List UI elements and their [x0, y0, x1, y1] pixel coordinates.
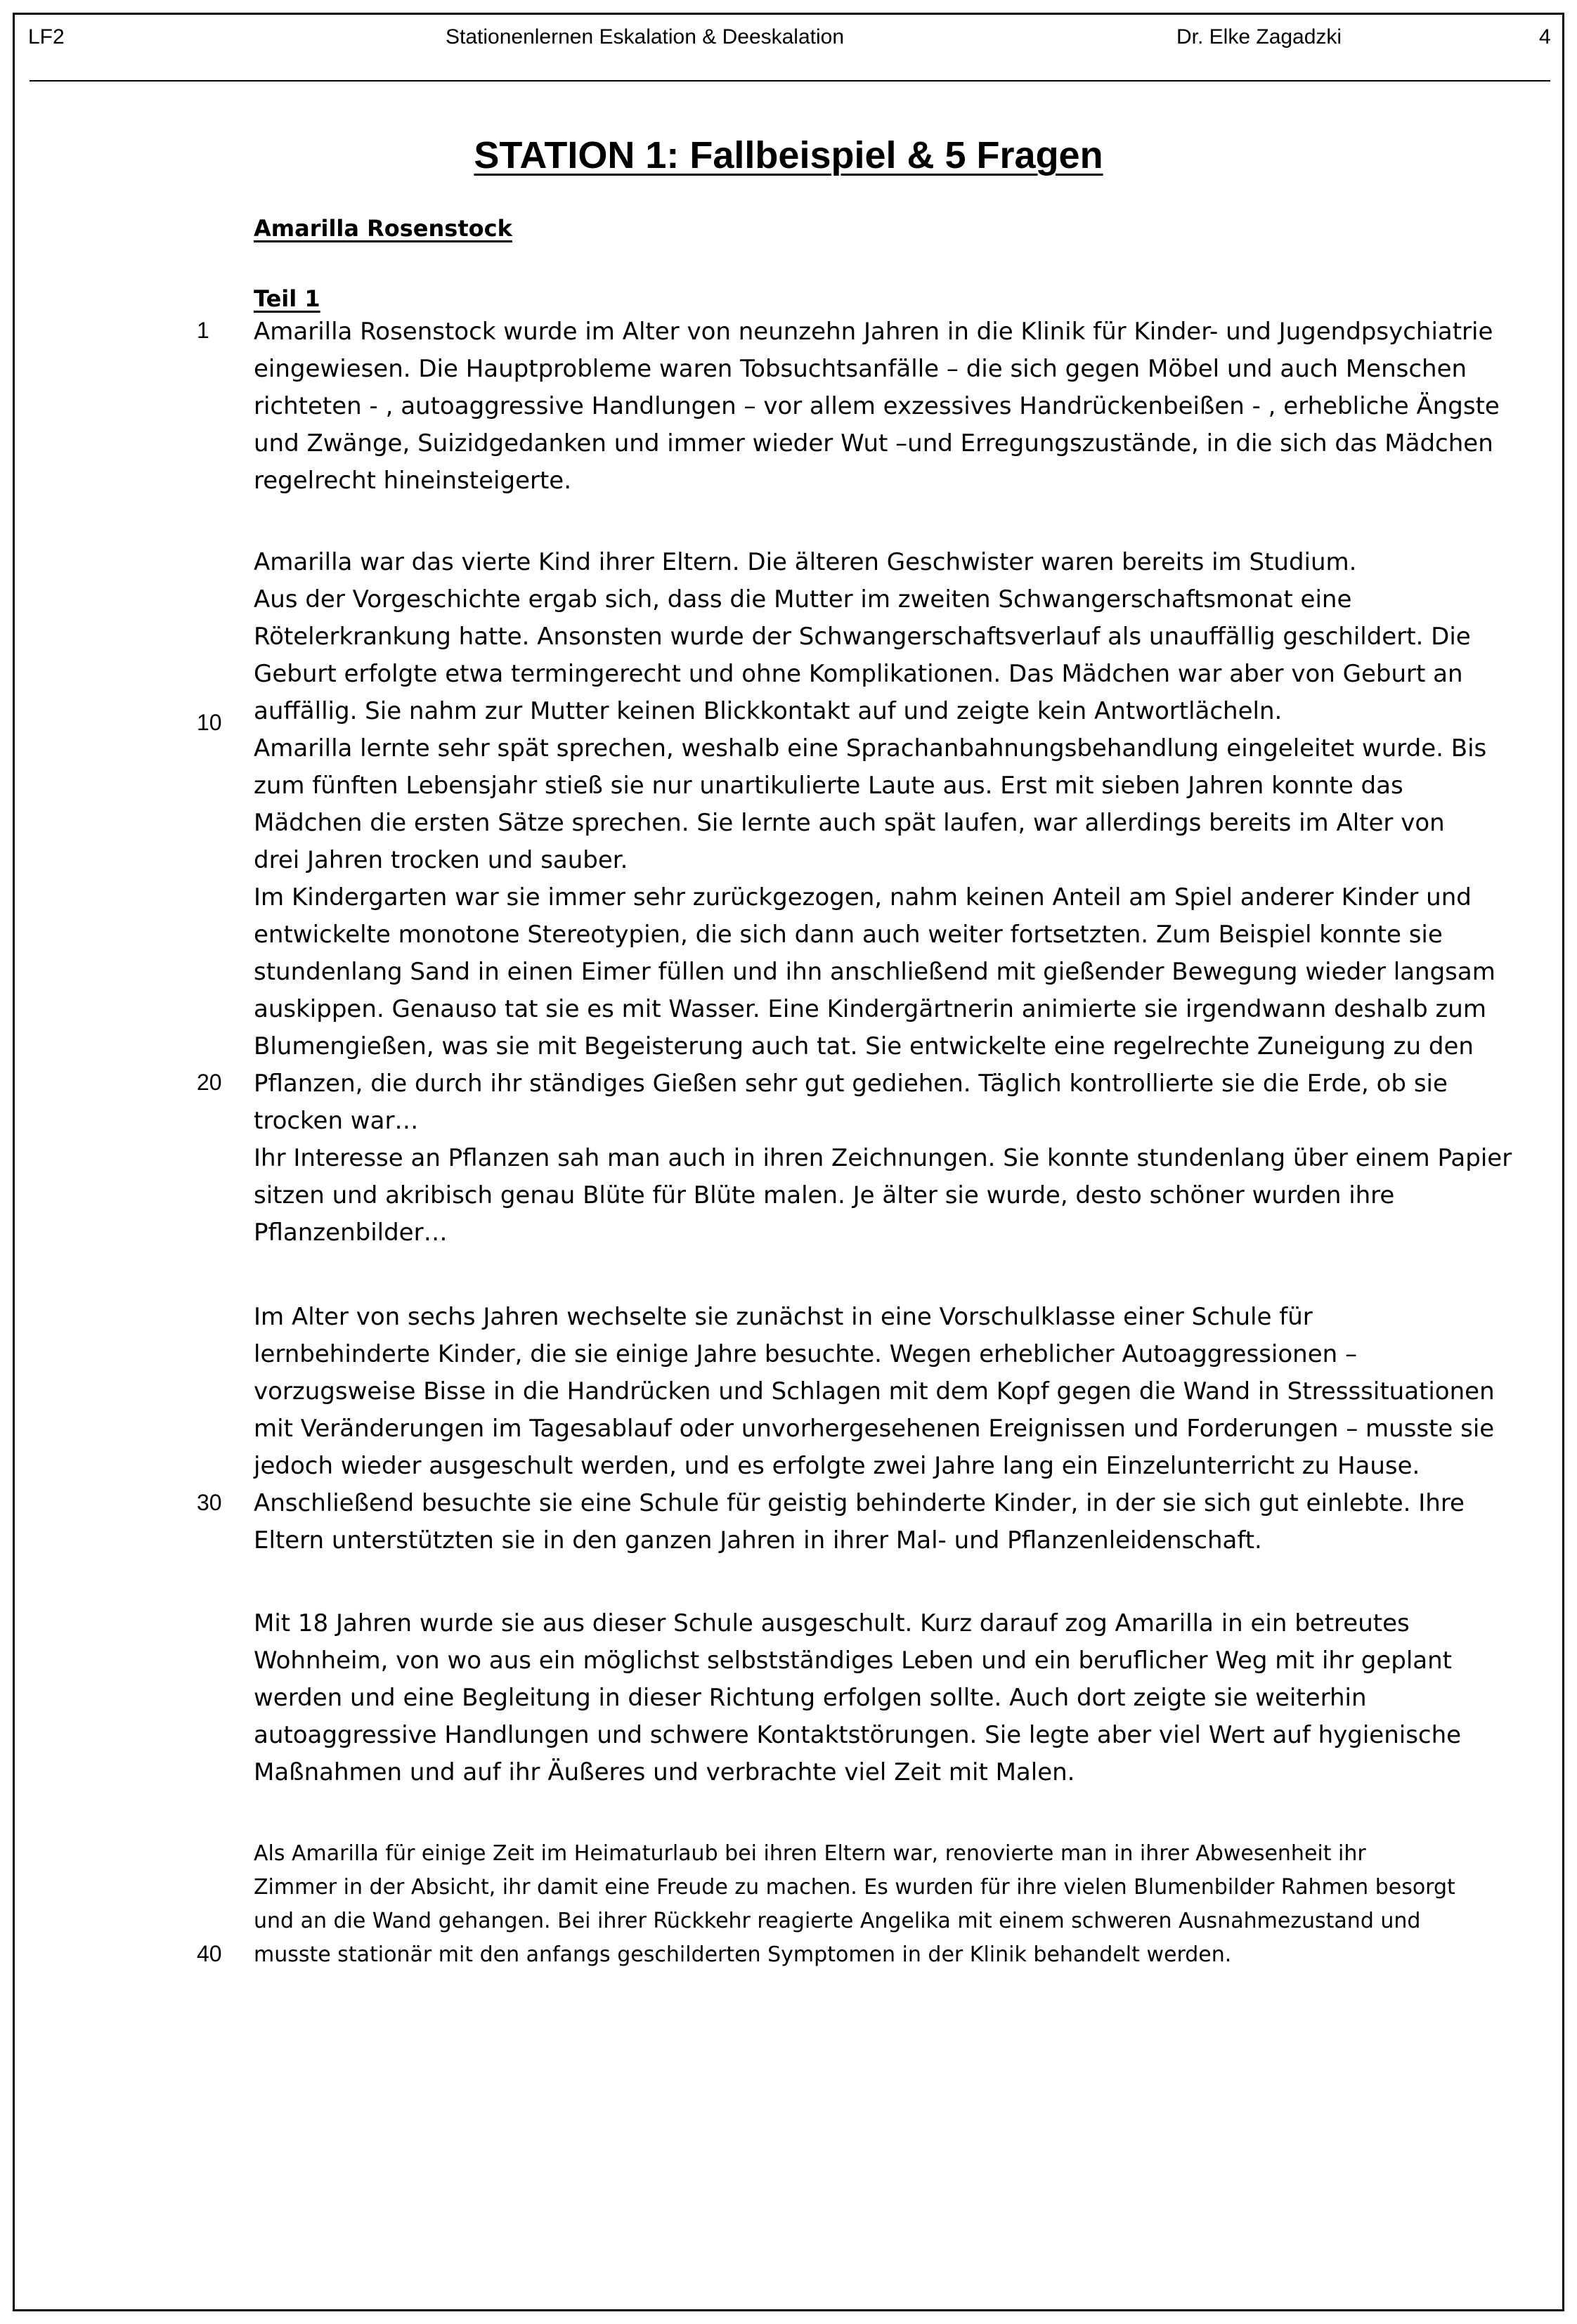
text-line: Geburt erfolgte etwa termingerecht und ohne Komplikationen. Das Mädchen war aber von Geburt an: [254, 660, 1463, 688]
line-number: 40: [197, 1941, 222, 1966]
line-number: 1: [197, 318, 209, 343]
text-line: Amarilla lernte sehr spät sprechen, weshalb eine Sprachanbahnungsbehandlung eingeleitet wurde. Bis: [254, 734, 1487, 762]
header-document-title: Stationenlernen Eskalation & Deeskalation: [446, 25, 845, 48]
header-divider: [30, 80, 1550, 82]
text-line: auskippen. Genauso tat sie es mit Wasser. Eine Kindergärtnerin animierte sie irgendwann deshalb zum: [254, 995, 1486, 1023]
header-course-code: LF2: [28, 25, 65, 48]
text-line: Als Amarilla für einige Zeit im Heimaturlaub bei ihren Eltern war, renovierte man in ihrer Abwesenheit ihr: [254, 1841, 1366, 1866]
text-line: trocken war…: [254, 1107, 419, 1135]
line-number: 30: [197, 1490, 222, 1515]
text-line: jedoch wieder ausgeschult werden, und es erfolgte zwei Jahre lang ein Einzelunterricht zu Hause.: [254, 1452, 1420, 1480]
text-line: Im Alter von sechs Jahren wechselte sie zunächst in eine Vorschulklasse einer Schule für: [254, 1303, 1313, 1331]
text-line: sitzen und akribisch genau Blüte für Blüte malen. Je älter sie wurde, desto schöner wurden ihre: [254, 1181, 1395, 1209]
text-line: Amarilla war das vierte Kind ihrer Eltern. Die älteren Geschwister waren bereits im Studium.: [254, 548, 1357, 576]
text-line: eingewiesen. Die Hauptprobleme waren Tobsuchtsanfälle – die sich gegen Möbel und auch Menschen: [254, 355, 1467, 383]
case-name-heading: Amarilla Rosenstock: [254, 215, 512, 242]
text-line: Pflanzenbilder…: [254, 1219, 448, 1247]
text-line: lernbehinderte Kinder, die sie einige Jahre besuchte. Wegen erheblicher Autoaggressionen –: [254, 1340, 1357, 1368]
text-line: Ihr Interesse an Pflanzen sah man auch in ihren Zeichnungen. Sie konnte stundenlang über einem Papier: [254, 1144, 1512, 1172]
text-line: Mit 18 Jahren wurde sie aus dieser Schule ausgeschult. Kurz darauf zog Amarilla in ein betreutes: [254, 1609, 1410, 1637]
text-line: Anschließend besuchte sie eine Schule für geistig behinderte Kinder, in der sie sich gut einlebte. Ihre: [254, 1489, 1465, 1517]
text-line: und an die Wand gehangen. Bei ihrer Rückkehr reagierte Angelika mit einem schweren Ausnahmezustand und: [254, 1909, 1421, 1933]
text-line: stundenlang Sand in einen Eimer füllen und ihn anschließend mit gießender Bewegung wieder langsam: [254, 958, 1495, 986]
text-line: richteten - , autoaggressive Handlungen – vor allem exzessives Handrückenbeißen - , erhebliche Ängste: [254, 392, 1500, 420]
text-line: entwickelte monotone Stereotypien, die sich dann auch weiter fortsetzten. Zum Beispiel konnte sie: [254, 921, 1443, 949]
text-line: Blumengießen, was sie mit Begeisterung auch tat. Sie entwickelte eine regelrechte Zuneigung zu den: [254, 1032, 1474, 1060]
line-number: 20: [197, 1070, 222, 1095]
text-line: autoaggressive Handlungen und schwere Kontaktstörungen. Sie legte aber viel Wert auf hygienische: [254, 1721, 1462, 1749]
line-number: 10: [197, 710, 222, 735]
text-line: und Zwänge, Suizidgedanken und immer wieder Wut –und Erregungszustände, in die sich das Mädchen: [254, 429, 1493, 457]
text-line: drei Jahren trocken und sauber.: [254, 846, 628, 874]
text-line: regelrecht hineinsteigerte.: [254, 467, 572, 495]
text-line: Mädchen die ersten Sätze sprechen. Sie lernte auch spät laufen, war allerdings bereits im Alter von: [254, 809, 1445, 837]
text-line: Im Kindergarten war sie immer sehr zurückgezogen, nahm keinen Anteil am Spiel anderer Kinder und: [254, 883, 1472, 911]
text-line: Maßnahmen und auf ihr Äußeres und verbrachte viel Zeit mit Malen.: [254, 1758, 1075, 1786]
text-line: musste stationär mit den anfangs geschilderten Symptomen in der Klinik behandelt werden.: [254, 1942, 1232, 1967]
section-heading: Teil 1: [254, 285, 320, 312]
header-author: Dr. Elke Zagadzki: [1176, 25, 1342, 48]
text-line: Zimmer in der Absicht, ihr damit eine Freude zu machen. Es wurden für ihre vielen Blumenbilder Rahmen besorgt: [254, 1875, 1455, 1900]
text-line: Aus der Vorgeschichte ergab sich, dass die Mutter im zweiten Schwangerschaftsmonat eine: [254, 585, 1352, 614]
text-line: mit Veränderungen im Tagesablauf oder unvorhergesehenen Ereignissen und Forderungen – musste sie: [254, 1415, 1495, 1443]
text-line: auffällig. Sie nahm zur Mutter keinen Blickkontakt auf und zeigte kein Antwortlächeln.: [254, 697, 1283, 725]
page-title: STATION 1: Fallbeispiel & 5 Fragen: [474, 134, 1103, 176]
text-line: werden und eine Begleitung in dieser Richtung erfolgen sollte. Auch dort zeigte sie weiterhin: [254, 1684, 1367, 1712]
text-line: Pflanzen, die durch ihr ständiges Gießen sehr gut gediehen. Täglich kontrollierte sie die Erde, ob sie: [254, 1070, 1448, 1098]
text-line: Eltern unterstützten sie in den ganzen Jahren in ihrer Mal- und Pflanzenleidenschaft.: [254, 1526, 1262, 1554]
header-page-number: 4: [1539, 25, 1551, 48]
text-line: Wohnheim, von wo aus ein möglichst selbstständiges Leben und ein beruflicher Weg mit ihr geplant: [254, 1647, 1452, 1675]
text-line: Rötelerkrankung hatte. Ansonsten wurde der Schwangerschaftsverlauf als unauffällig geschildert. Die: [254, 623, 1471, 651]
text-line: zum fünften Lebensjahr stieß sie nur unartikulierte Laute aus. Erst mit sieben Jahren konnte das: [254, 772, 1403, 800]
text-line: Amarilla Rosenstock wurde im Alter von neunzehn Jahren in die Klinik für Kinder- und Jugendpsychiatrie: [254, 318, 1493, 346]
text-line: vorzugsweise Bisse in die Handrücken und Schlagen mit dem Kopf gegen die Wand in Stresssituationen: [254, 1377, 1495, 1406]
